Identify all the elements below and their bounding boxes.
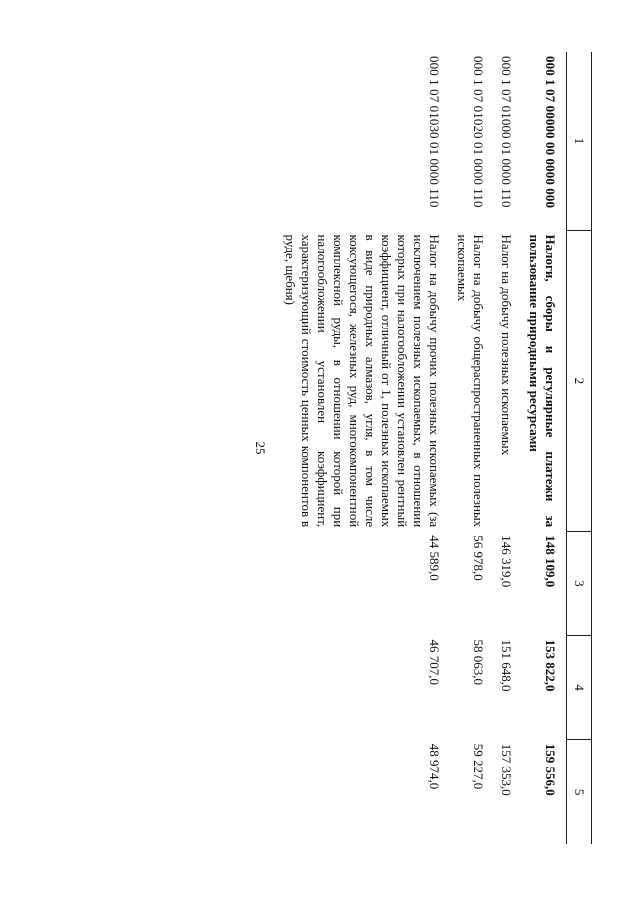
budget-revenue-table bbox=[278, 52, 592, 844]
rotated-page-content bbox=[0, 52, 592, 844]
column-header-2: 2 bbox=[567, 230, 592, 531]
table-row bbox=[494, 52, 522, 844]
budget-code: 000 1 07 01030 01 0000 110 bbox=[427, 56, 442, 208]
column-header-3: 3 bbox=[567, 531, 592, 635]
value-col-5: 157 353,0 bbox=[499, 743, 514, 796]
budget-code: 000 1 07 01000 01 0000 110 bbox=[499, 56, 514, 208]
revenue-name: Налог на добычу полезных ископаемых bbox=[499, 234, 514, 456]
revenue-name: Налог на добычу прочих полезных ископаемых (за исключением полезных ископаемых, в отношении которых при налогообложении установлен рентный коэффициент, отличный от 1, полезных ископаемых в виде природных алмазов, угля, в том числе коксующегося, железных руд, многокомпонентной комплексной руды, в отношении которой при налогообложении установлен коэффициент, характеризующий стоимость ценных компонентов в руде, щебня) bbox=[283, 234, 442, 528]
value-col-3: 146 319,0 bbox=[499, 535, 514, 588]
value-col-5: 59 227,0 bbox=[471, 743, 486, 790]
value-col-5: 159 556,0 bbox=[543, 743, 558, 796]
budget-code: 000 1 07 00000 00 0000 000 bbox=[543, 56, 558, 209]
value-col-4: 153 822,0 bbox=[543, 639, 558, 692]
value-col-3: 56 978,0 bbox=[471, 535, 486, 581]
column-header-1: 1 bbox=[567, 52, 592, 230]
value-col-4: 46 707,0 bbox=[427, 639, 442, 685]
value-col-4: 58 063,0 bbox=[471, 639, 486, 685]
value-col-5: 48 974,0 bbox=[427, 743, 442, 790]
value-col-3: 44 589,0 bbox=[427, 535, 442, 581]
page-number: 25 bbox=[253, 441, 268, 455]
column-number-header bbox=[567, 52, 592, 844]
value-col-3: 148 109,0 bbox=[543, 535, 558, 588]
table-row bbox=[278, 52, 450, 844]
column-header-5: 5 bbox=[567, 740, 592, 844]
budget-code: 000 1 07 01020 01 0000 110 bbox=[471, 56, 486, 208]
value-col-4: 151 648,0 bbox=[499, 639, 514, 692]
column-header-4: 4 bbox=[567, 635, 592, 739]
table-row bbox=[522, 52, 567, 844]
revenue-name: Налоги, сборы и регулярные платежи за пользование природными ресурсами bbox=[527, 234, 558, 528]
revenue-name: Налог на добычу общераспространенных полезных ископаемых bbox=[455, 234, 486, 528]
table-row bbox=[450, 52, 494, 844]
